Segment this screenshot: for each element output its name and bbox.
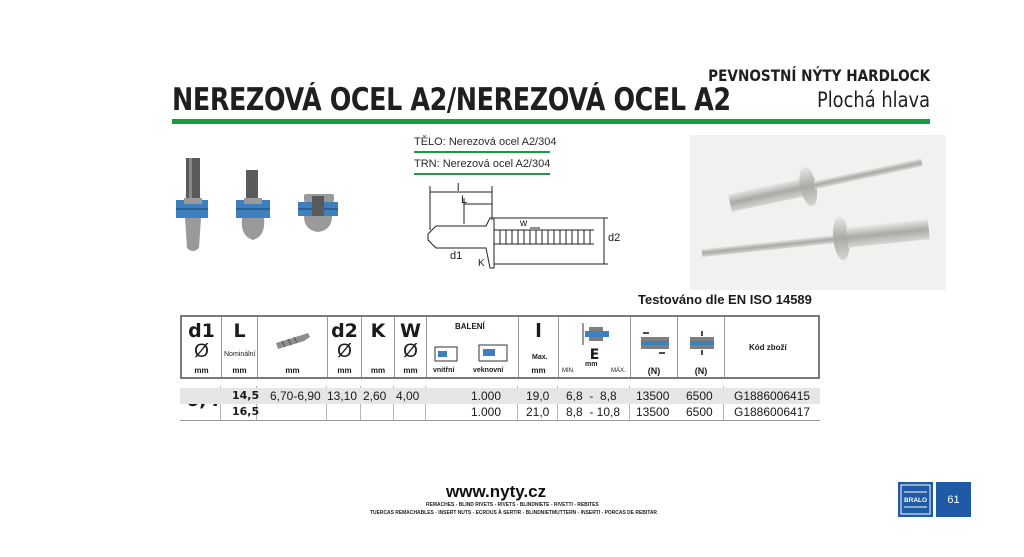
header-l: l Max. mm	[519, 317, 559, 377]
shear-force-icon	[639, 331, 671, 355]
table-row: 14,5 6,70-6,90 13,10 2,60 4,00 1.000 19,0 6,8 - 8,8 13500 6500 G1886006415	[180, 388, 820, 404]
title-rule	[172, 119, 930, 124]
dimension-label-d1: d1	[450, 250, 463, 262]
test-standard-note: Testováno dle EN ISO 14589	[638, 292, 812, 307]
header-W: W Ø mm	[395, 317, 427, 377]
header-product-code: Kód zboží	[749, 343, 787, 352]
table-header	[180, 315, 820, 379]
header-L: L Nominální mm	[222, 317, 258, 377]
dimension-label-l: l	[457, 182, 460, 194]
header-tensile-strength: (N)	[678, 317, 725, 377]
tensile-force-icon	[686, 329, 718, 357]
body-material-rule	[414, 151, 550, 153]
website-link[interactable]: www.nyty.cz	[446, 482, 547, 501]
header-grip-range: mm	[258, 317, 328, 377]
header-E: E mm MIN. MÁX.	[559, 317, 631, 377]
rivet-installation-illustration	[172, 152, 352, 262]
brand-logo	[898, 482, 933, 517]
category-title: PEVNOSTNÍ NÝTY HARDLOCK	[708, 66, 930, 85]
body-material: TĚLO: Nerezová ocel A2/304	[414, 136, 557, 148]
table-row: 16,5 1.000 21,0 8,8 - 10,8 13500 6500 G1886006417	[232, 405, 811, 419]
rivet-product-photo	[690, 135, 946, 290]
brand-name: BRALO	[903, 497, 928, 504]
dimension-label-d2: d2	[608, 232, 621, 244]
packing-boxes-icon	[433, 343, 513, 363]
footer-products-line1: REMACHES - BLIND RIVETS - RIVETS - BLINDNIETE - RIVETTI - REBITES	[426, 502, 599, 508]
mandrel-material-rule	[414, 173, 550, 175]
mandrel-material: TRN: Nerezová ocel A2/304	[414, 158, 551, 170]
table-bottom-rule	[180, 420, 820, 421]
footer-products-line2: TUERCAS REMACHABLES - INSERT NUTS - ECROUS À SERTIR - BLINDNIETMUTTERN - INSERTI - PORCAS DE REBITAR	[370, 510, 658, 516]
e-range-icon	[577, 321, 611, 347]
page-title: NEREZOVÁ OCEL A2/NEREZOVÁ OCEL A2	[172, 82, 731, 118]
grip-range-icon	[274, 329, 314, 351]
header-d2: d2 Ø mm	[328, 317, 362, 377]
header-K: K mm	[362, 317, 395, 377]
dimension-label-w: w	[520, 218, 528, 229]
header-packing: BALENÍ vnitřní veknovní	[427, 317, 519, 377]
page-number: 61	[936, 482, 971, 517]
dimension-label-L: L	[461, 194, 468, 206]
category-subtitle: Plochá hlava	[816, 88, 930, 112]
header-shear-strength: (N)	[631, 317, 678, 377]
header-d1: d1 Ø mm	[182, 317, 222, 377]
brand-logo-icon	[898, 482, 933, 517]
dimension-label-K: K	[478, 258, 485, 269]
